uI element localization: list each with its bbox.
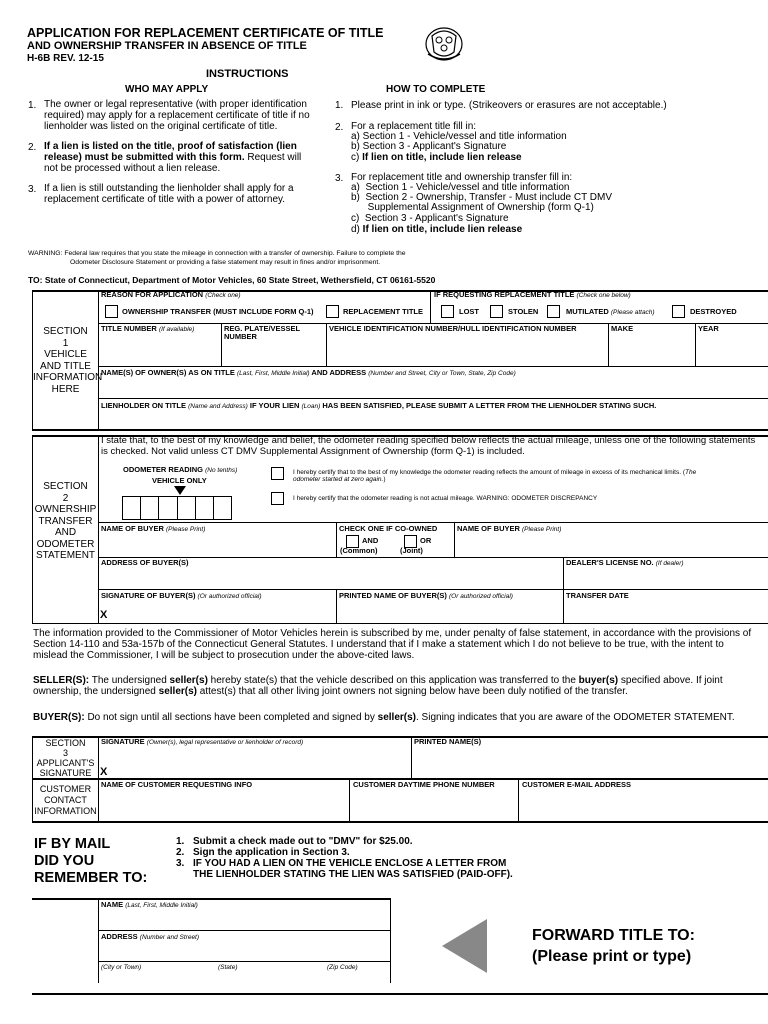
seller-a: The undersigned: [89, 675, 170, 686]
cert1-note: The odometer started at zero again.: [293, 469, 697, 483]
how-item-2a: a) Section 1 - Vehicle/vessel and title information: [351, 131, 567, 142]
forward-zip-label[interactable]: (Zip Code): [327, 964, 358, 971]
title-number-note: (If available): [158, 326, 195, 333]
who-num-2: 2.: [28, 142, 37, 153]
signature-note: (Owner(s), legal representative or lienholder of record): [146, 739, 304, 746]
dealer-text: DEALER'S LICENSE NO.: [566, 558, 654, 567]
lienholder-label[interactable]: [101, 402, 656, 411]
applicant-signature-x-mark: X: [100, 766, 108, 778]
buyer-statement: [33, 712, 758, 723]
coowned-label: CHECK ONE IF CO-OWNED: [339, 524, 438, 533]
rule: [430, 290, 431, 323]
buyer-name-text: NAME OF BUYER: [101, 524, 164, 533]
rule: [390, 898, 391, 983]
legal-paragraph: The information provided to the Commissioner of Motor Vehicles herein is subscribed by me, under penalty of false statement, in accordance with the provisions of Section 14-110 and 53a-157b of the Connecticut General Statutes. I understand that if I make a statement which I do not believe to be true, with the intent to mislead the Commissioner, I will be subject to prosecution under the above-cited laws.: [33, 628, 752, 661]
vehicle-only-label: VEHICLE ONLY: [152, 476, 207, 485]
rule: [98, 557, 768, 558]
how-item-2c: [351, 152, 522, 163]
forward-please-print: (Please print or type): [532, 948, 692, 965]
rule: [98, 290, 99, 429]
rule: [411, 736, 412, 778]
seller-c: hereby state(s) that the vehicle described on this application was transferred to the: [207, 675, 579, 686]
forward-name-text: NAME: [101, 900, 124, 909]
forward-name-label[interactable]: [101, 901, 198, 910]
and-label: AND: [362, 536, 379, 545]
mutilated-checkbox[interactable]: [547, 305, 560, 318]
who-item-2-text: Request will not be processed without a lien release.: [44, 152, 302, 174]
customer-phone-label[interactable]: CUSTOMER DAYTIME PHONE NUMBER: [353, 780, 495, 789]
who-num-3: 3.: [28, 184, 37, 195]
buyer-address-label[interactable]: ADDRESS OF BUYER(S): [101, 558, 189, 567]
rule: [336, 589, 337, 623]
rule: [336, 522, 337, 557]
rule: [98, 398, 768, 399]
mutilated-note: (Please attach): [610, 309, 655, 316]
printed-buyers-note: (Or authorized official): [449, 593, 513, 600]
rule: [563, 557, 564, 623]
dealer-note: (If dealer): [655, 560, 684, 567]
odometer-digit[interactable]: [196, 497, 214, 519]
odometer-input[interactable]: [122, 496, 232, 520]
how-item-3d-prefix: d): [351, 224, 363, 235]
odometer-statement: I state that, to the best of my knowledge and belief, the odometer reading specified below reflects the actual mileage, unless one of the following statements is checked. Not valid unless CT DMV Supplemental Assignment of Ownership (form Q-1) is included.: [101, 435, 756, 457]
sig-buyers-note: (Or authorized official): [197, 593, 262, 600]
customer-name-label[interactable]: NAME OF CUSTOMER REQUESTING INFO: [101, 780, 253, 789]
how-item-3a: a) Section 1 - Vehicle/vessel and title information: [351, 182, 570, 193]
odometer-digit[interactable]: [123, 497, 141, 519]
forward-address-note: (Number and Street): [139, 934, 200, 941]
how-item-2c-prefix: c): [351, 152, 363, 163]
who-num-1: 1.: [28, 100, 37, 111]
how-num-2: 2.: [335, 122, 344, 133]
how-num-3: 3.: [335, 173, 344, 184]
cert-not-actual-mileage: I hereby certify that the odometer reading is not actual mileage. WARNING: ODOMETER DISCREPANCY: [293, 495, 598, 502]
owners-label[interactable]: [101, 369, 516, 378]
rule: [608, 323, 609, 366]
to-address-line: TO: State of Connecticut, Department of Motor Vehicles, 60 State Street, Wethersfield, CT 06161-5520: [28, 275, 436, 285]
buyer-signature-label[interactable]: [101, 592, 262, 601]
seller-statement: [33, 675, 758, 697]
how-item-1: Please print in ink or type. (Strikeovers or erasures are not acceptable.): [351, 100, 667, 111]
destroyed-checkbox[interactable]: [672, 305, 685, 318]
how-item-3b: b) Section 2 - Ownership, Transfer - Must include CT DMV: [351, 192, 613, 203]
seller-e: specified above. If joint ownership, the undersigned: [33, 675, 723, 697]
how-item-3d: [351, 224, 522, 235]
rule: [221, 323, 222, 366]
rule: [32, 623, 768, 624]
seller-g: attest(s) that all other living joint owners not signing below have been duly notified of the transfer.: [197, 686, 628, 697]
seller-b: seller(s): [169, 675, 208, 686]
down-arrow-icon: [174, 486, 186, 495]
rule: [98, 522, 768, 523]
cert-mechanical-limits: [293, 469, 713, 483]
forward-name-note: (Last, First, Middle Initial): [125, 902, 198, 909]
forward-title-heading: FORWARD TITLE TO:: [532, 927, 695, 944]
odometer-digit[interactable]: [141, 497, 159, 519]
signature-text: SIGNATURE: [101, 737, 145, 746]
rule: [454, 522, 455, 557]
odometer-text: ODOMETER READING: [123, 465, 204, 474]
form-number: H-6B REV. 12-15: [27, 53, 104, 64]
buyer-b: seller(s): [377, 712, 416, 723]
replacement-title-checkbox[interactable]: [326, 305, 339, 318]
dealer-license-label[interactable]: [566, 559, 684, 568]
seller-f: seller(s): [158, 686, 197, 697]
rule: [98, 435, 99, 623]
how-item-3b-cont: Supplemental Assignment of Ownership (form Q-1): [351, 202, 594, 213]
lienholder-text: LIENHOLDER ON TITLE: [101, 401, 186, 410]
odometer-digit[interactable]: [214, 497, 231, 519]
printed-names-label[interactable]: PRINTED NAME(S): [414, 737, 482, 746]
mail-item-3: IF YOU HAD A LIEN ON THE VEHICLE ENCLOSE A LETTER FROM THE LIENHOLDER STATING THE LIEN WAS SATISFIED (PAID-OFF).: [193, 858, 513, 880]
title-number-label[interactable]: [101, 325, 194, 334]
forward-address-label[interactable]: [101, 933, 199, 942]
rule: [98, 961, 390, 962]
transfer-date-label[interactable]: TRANSFER DATE: [566, 591, 629, 600]
reg-plate-label[interactable]: REG. PLATE/VESSEL NUMBER: [224, 324, 300, 341]
section-1-label: SECTION 1 VEHICLE AND TITLE INFORMATION HERE: [33, 326, 103, 395]
loan-note: (Loan): [301, 403, 321, 410]
how-num-1: 1.: [335, 100, 344, 111]
rule: [98, 898, 99, 983]
lost-label: LOST: [459, 307, 479, 316]
rule: [32, 429, 768, 431]
reason-note: (Check one): [205, 292, 241, 299]
rule: [98, 589, 768, 590]
or-label: OR: [420, 536, 432, 545]
left-arrow-icon: [442, 919, 487, 973]
seller-label: SELLER(S):: [33, 675, 90, 686]
who-item-2-bold: If a lien is listed on the title, proof of satisfaction (lien release) must be submitted with this form.: [44, 141, 297, 163]
forward-state-label[interactable]: (State): [218, 964, 238, 971]
owners-note: (Last, First, Middle Initial): [236, 370, 310, 377]
rule: [32, 821, 768, 823]
buyer-printed-name-label[interactable]: [339, 592, 513, 601]
who-item-3: If a lien is still outstanding the lienholder shall apply for a replacement certificate of title with a power of attorney.: [44, 183, 294, 205]
loan-rest-text: HAS BEEN SATISFIED, PLEASE SUBMIT A LETTER FROM THE LIENHOLDER STATING SUCH.: [322, 401, 657, 410]
forward-address-text: ADDRESS: [101, 932, 138, 941]
buyer-c: . Signing indicates that you are aware of the ODOMETER STATEMENT.: [416, 712, 735, 723]
if-by-mail-heading: IF BY MAIL DID YOU REMEMBER TO:: [34, 836, 148, 886]
customer-contact-label: CUSTOMER CONTACT INFORMATION: [34, 784, 97, 816]
how-item-2: For a replacement title fill in:: [351, 121, 477, 132]
cert1-text: I hereby certify that to the best of my knowledge the odometer reading reflects the amount of mileage in excess of its mechanical limits. (: [293, 469, 685, 476]
stolen-label: STOLEN: [508, 307, 539, 316]
vin-label[interactable]: VEHICLE IDENTIFICATION NUMBER/HULL IDENTIFICATION NUMBER: [329, 324, 577, 333]
ownership-transfer-label: OWNERSHIP TRANSFER (MUST INCLUDE FORM Q-1): [122, 307, 314, 316]
section-3-label: SECTION 3 APPLICANT'S SIGNATURE: [36, 738, 95, 778]
mail-num-2: 2.: [176, 847, 185, 858]
mutilated-label: [566, 308, 655, 317]
reason-text: REASON FOR APPLICATION: [101, 290, 204, 299]
odometer-digit[interactable]: [178, 497, 196, 519]
ownership-transfer-checkbox[interactable]: [105, 305, 118, 318]
who-item-1: The owner or legal representative (with proper identification required) may apply for a replacement certificate of title if no lienholder was listed on the original certificate of title.: [44, 99, 310, 132]
if-replacing-label: [434, 291, 631, 300]
form-title: APPLICATION FOR REPLACEMENT CERTIFICATE OF TITLE: [27, 26, 384, 40]
replacement-title-label: REPLACEMENT TITLE: [343, 307, 423, 316]
who-may-apply-heading: WHO MAY APPLY: [125, 84, 209, 95]
section-2-label: SECTION 2 OWNERSHIP TRANSFER AND ODOMETER STATEMENT: [34, 481, 97, 561]
rule: [32, 993, 768, 995]
form-subtitle: AND OWNERSHIP TRANSFER IN ABSENCE OF TITLE: [27, 40, 307, 52]
odometer-reading-label: [123, 466, 237, 475]
if-loan-text: IF YOUR LIEN: [249, 401, 300, 410]
address-note: (Number and Street, City or Town, State, Zip Code): [368, 370, 516, 377]
signature-x-mark: X: [100, 609, 108, 621]
stolen-checkbox[interactable]: [490, 305, 503, 318]
mail-num-3: 3.: [176, 858, 185, 869]
rule: [326, 323, 327, 366]
mail-item-2: Sign the application in Section 3.: [193, 847, 350, 858]
and-address-text: AND ADDRESS: [309, 368, 369, 377]
how-item-3c: c) Section 3 - Applicant's Signature: [351, 213, 509, 224]
printed-buyers-text: PRINTED NAME OF BUYER(S): [339, 591, 447, 600]
odometer-note: (No tenths): [205, 467, 238, 474]
how-to-complete-heading: HOW TO COMPLETE: [386, 84, 486, 95]
title-number-text: TITLE NUMBER: [101, 324, 157, 333]
forward-city-label[interactable]: (City or Town): [101, 964, 142, 971]
buyer-name-2-text: NAME OF BUYER: [457, 524, 520, 533]
applicant-signature-label[interactable]: [101, 738, 303, 747]
buyer-name-2-label[interactable]: [457, 525, 561, 534]
reason-label: [101, 291, 241, 300]
instructions-heading: INSTRUCTIONS: [206, 68, 289, 80]
who-item-2: [44, 141, 314, 174]
rule: [32, 898, 390, 900]
how-item-3: For replacement title and ownership transfer fill in:: [351, 172, 573, 183]
mail-item-1: Submit a check made out to "DMV" for $25.00.: [193, 836, 413, 847]
how-item-2c-bold: If lien on title, include lien release: [362, 152, 522, 163]
exceeds-mechanical-limits-checkbox[interactable]: [271, 467, 284, 480]
destroyed-label: DESTROYED: [690, 307, 737, 316]
warning-line-1: WARNING: Federal law requires that you state the mileage in connection with a transfer of ownership. Failure to complete the: [28, 250, 406, 257]
if-replacing-note: (Check one below): [576, 292, 631, 299]
rule: [98, 366, 768, 367]
customer-email-label[interactable]: CUSTOMER E-MAIL ADDRESS: [522, 780, 632, 789]
how-item-2b: b) Section 3 - Applicant's Signature: [351, 141, 507, 152]
make-label[interactable]: MAKE: [611, 324, 634, 333]
sig-buyers-text: SIGNATURE OF BUYER(S): [101, 591, 196, 600]
not-actual-mileage-checkbox[interactable]: [271, 492, 284, 505]
buyer-name-2-note: (Please Print): [522, 526, 562, 533]
connecticut-state-seal-icon: [424, 24, 464, 64]
warning-line-2: Odometer Disclosure Statement or providing a false statement may result in fines and/or imprisonment.: [70, 259, 381, 266]
odometer-digit[interactable]: [159, 497, 177, 519]
how-item-3d-bold: If lien on title, include lien release: [362, 224, 523, 235]
common-label: (Common): [340, 546, 378, 555]
buyer-name-label[interactable]: [101, 525, 205, 534]
buyer-a: Do not sign until all sections have been completed and signed by: [84, 712, 378, 723]
rule: [695, 323, 696, 366]
owners-text: NAME(S) OF OWNER(S) AS ON TITLE: [101, 368, 235, 377]
lost-checkbox[interactable]: [441, 305, 454, 318]
cert1-end: ): [383, 476, 386, 483]
joint-label: (Joint): [400, 546, 423, 555]
lienholder-note: (Name and Address): [188, 403, 248, 410]
rule: [98, 930, 390, 931]
buyer-label: BUYER(S):: [33, 712, 85, 723]
if-replacing-text: IF REQUESTING REPLACEMENT TITLE: [434, 290, 575, 299]
mail-num-1: 1.: [176, 836, 185, 847]
mutilated-text: MUTILATED: [566, 307, 609, 316]
year-label[interactable]: YEAR: [698, 324, 719, 333]
rule: [518, 778, 519, 821]
rule: [349, 778, 350, 821]
seller-d: buyer(s): [578, 675, 619, 686]
buyer-name-note: (Please Print): [166, 526, 206, 533]
